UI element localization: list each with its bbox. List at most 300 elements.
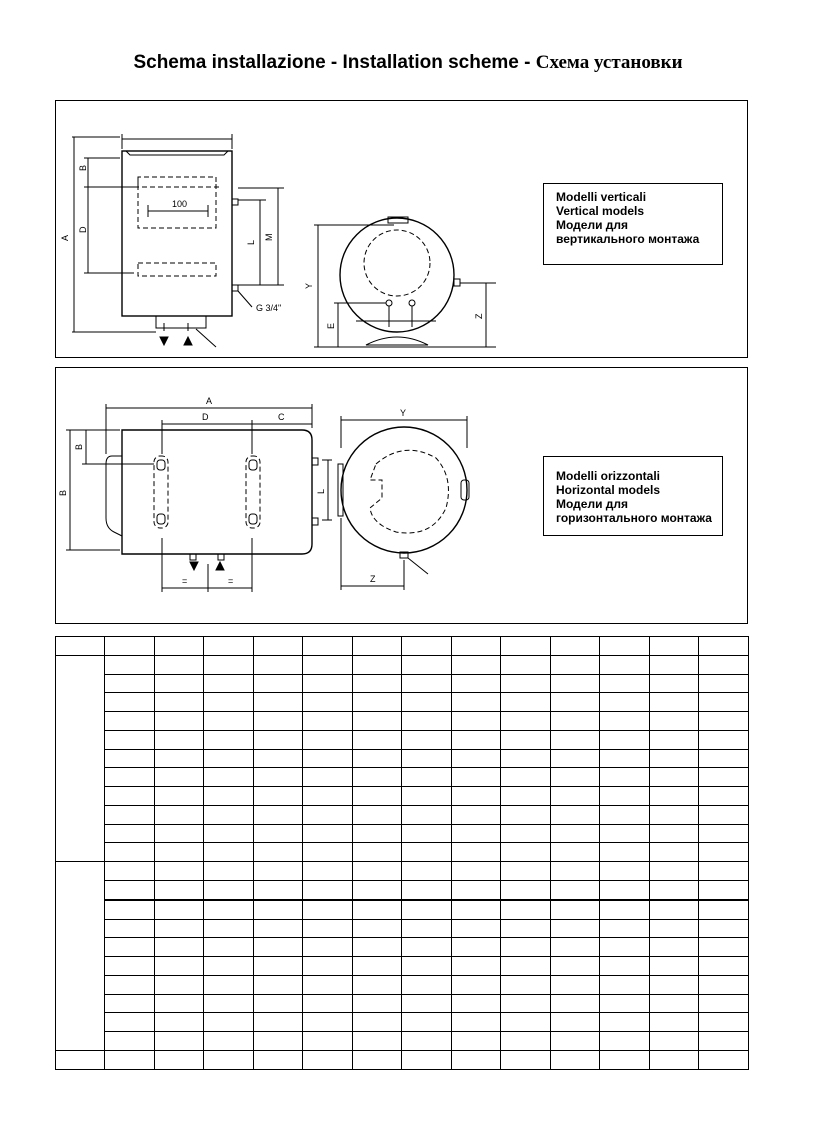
table-cell [600, 787, 650, 806]
table-cell [649, 655, 699, 674]
table-cell [303, 994, 353, 1013]
table-cell [253, 693, 303, 712]
table-cell [352, 880, 402, 899]
table-group-cell [56, 655, 105, 861]
table-row [56, 900, 749, 919]
table-cell [600, 1050, 650, 1069]
table-cell [204, 975, 254, 994]
table-cell [501, 730, 551, 749]
table-cell [154, 994, 204, 1013]
title-cyrillic: Схема установки [535, 52, 683, 73]
table-cell [204, 730, 254, 749]
table-cell [699, 787, 749, 806]
table-cell [501, 655, 551, 674]
table-cell [303, 637, 353, 656]
table-cell [451, 1032, 501, 1051]
table-cell [699, 749, 749, 768]
table-cell [105, 994, 155, 1013]
table-cell [451, 880, 501, 899]
table-row [56, 768, 749, 787]
table-cell [501, 824, 551, 843]
table-row [56, 730, 749, 749]
table-cell [303, 730, 353, 749]
legend-line: горизонтального монтажа [556, 511, 712, 525]
table-cell [600, 674, 650, 693]
table-cell [451, 994, 501, 1013]
table-cell [402, 1013, 452, 1032]
table-cell [600, 880, 650, 899]
table-cell [451, 805, 501, 824]
inlet-arrow-up [184, 337, 192, 345]
table-cell [105, 862, 155, 881]
table-cell [550, 975, 600, 994]
table-cell [550, 693, 600, 712]
table-cell [303, 749, 353, 768]
table-cell [105, 900, 155, 919]
table-cell [402, 712, 452, 731]
table-cell [501, 862, 551, 881]
table-cell [105, 975, 155, 994]
table-cell [550, 862, 600, 881]
table-cell [402, 655, 452, 674]
table-row [56, 655, 749, 674]
table-cell [600, 768, 650, 787]
vertical-models-panel [55, 100, 748, 358]
legend-line: вертикального монтажа [556, 232, 700, 246]
table-cell [253, 674, 303, 693]
table-cell [600, 824, 650, 843]
table-cell [402, 824, 452, 843]
table-cell [402, 637, 452, 656]
table-cell [451, 712, 501, 731]
table-row [56, 1050, 749, 1069]
table-cell [154, 749, 204, 768]
table-cell [352, 843, 402, 862]
table-cell [204, 787, 254, 806]
h-dim-z-label: Z [370, 574, 376, 584]
table-cell [154, 655, 204, 674]
table-cell [600, 975, 650, 994]
table-cell [501, 768, 551, 787]
horizontal-tank-body [122, 430, 312, 554]
table-cell [352, 787, 402, 806]
table-cell [451, 957, 501, 976]
lower-bracket-dashed [138, 263, 216, 276]
vertical-models-legend [543, 183, 723, 265]
table-cell [649, 712, 699, 731]
table-cell [303, 919, 353, 938]
table-cell [550, 768, 600, 787]
table-row [56, 862, 749, 881]
table-cell [550, 843, 600, 862]
table-cell [600, 805, 650, 824]
table-row [56, 693, 749, 712]
table-cell [352, 919, 402, 938]
table-cell [303, 824, 353, 843]
table-row [56, 957, 749, 976]
table-cell [204, 693, 254, 712]
title-latin: Schema installazione - Installation scheme - [133, 52, 536, 73]
table-cell [154, 957, 204, 976]
table-cell [402, 730, 452, 749]
table-cell [352, 805, 402, 824]
table-cell [105, 957, 155, 976]
table-cell [154, 1032, 204, 1051]
table-row [56, 919, 749, 938]
table-row [56, 712, 749, 731]
table-cell [649, 862, 699, 881]
table-cell [451, 749, 501, 768]
table-cell [550, 805, 600, 824]
table-cell [105, 730, 155, 749]
table-cell [402, 749, 452, 768]
table-cell [699, 919, 749, 938]
horizontal-models-panel [55, 367, 748, 624]
table-cell [501, 712, 551, 731]
table-cell [402, 1050, 452, 1069]
table-cell [600, 712, 650, 731]
table-cell [699, 862, 749, 881]
table-cell [699, 938, 749, 957]
table-cell [154, 938, 204, 957]
table-cell [56, 637, 105, 656]
table-cell [204, 1013, 254, 1032]
table-cell [451, 693, 501, 712]
table-cell [451, 975, 501, 994]
table-cell [154, 824, 204, 843]
table-cell [402, 1032, 452, 1051]
table-cell [105, 880, 155, 899]
specification-table [55, 636, 749, 1070]
table-cell [352, 1032, 402, 1051]
legend-line: Модели для [556, 497, 629, 511]
table-cell [501, 1050, 551, 1069]
table-cell [699, 843, 749, 862]
table-cell [699, 768, 749, 787]
table-cell [303, 674, 353, 693]
dim-y-label: Y [304, 282, 314, 289]
table-cell [501, 975, 551, 994]
table-cell [649, 900, 699, 919]
table-cell [649, 637, 699, 656]
table-cell [352, 957, 402, 976]
table-row [56, 975, 749, 994]
table-row [56, 938, 749, 957]
table-cell [600, 919, 650, 938]
h-dim-l-label: L [316, 488, 326, 494]
table-cell [154, 975, 204, 994]
table-cell [501, 938, 551, 957]
vertical-side-view-circle [340, 218, 454, 332]
table-cell [550, 994, 600, 1013]
table-cell [105, 637, 155, 656]
table-cell [699, 880, 749, 899]
table-cell [402, 805, 452, 824]
table-cell [154, 674, 204, 693]
table-cell [600, 843, 650, 862]
table-cell [649, 674, 699, 693]
table-cell [253, 1013, 303, 1032]
table-cell [501, 880, 551, 899]
table-cell [352, 1013, 402, 1032]
table-cell [352, 1050, 402, 1069]
table-cell [699, 805, 749, 824]
legend-line: Horizontal models [556, 483, 661, 497]
table-cell [105, 749, 155, 768]
table-cell [253, 749, 303, 768]
table-cell [204, 805, 254, 824]
table-cell [204, 862, 254, 881]
table-cell [352, 693, 402, 712]
table-cell [253, 994, 303, 1013]
table-cell [451, 1050, 501, 1069]
table-cell [402, 957, 452, 976]
table-cell [649, 787, 699, 806]
table-cell [451, 900, 501, 919]
table-cell [204, 824, 254, 843]
table-cell [550, 919, 600, 938]
table-row [56, 994, 749, 1013]
table-cell [303, 900, 353, 919]
table-cell [501, 900, 551, 919]
dim-d-label: D [78, 226, 88, 233]
table-cell [649, 938, 699, 957]
thread-label: G 3/4" [256, 303, 282, 313]
table-cell [699, 994, 749, 1013]
dim-z-label: Z [474, 313, 484, 319]
table-cell [352, 655, 402, 674]
table-group-cell [56, 862, 105, 1051]
table-cell [600, 900, 650, 919]
dim-m-label: M [264, 233, 274, 241]
table-cell [352, 674, 402, 693]
dim-l-label: L [246, 239, 256, 245]
table-cell [204, 994, 254, 1013]
legend-line: Vertical models [556, 204, 645, 218]
table-cell [303, 938, 353, 957]
table-cell [501, 805, 551, 824]
table-cell [451, 862, 501, 881]
table-cell [352, 975, 402, 994]
table-cell [699, 1050, 749, 1069]
table-cell [253, 862, 303, 881]
table-cell [204, 919, 254, 938]
table-cell [303, 862, 353, 881]
table-cell [402, 768, 452, 787]
h-eq2-label: = [228, 576, 234, 586]
table-cell [451, 674, 501, 693]
table-cell [253, 843, 303, 862]
table-cell [204, 637, 254, 656]
table-cell [550, 787, 600, 806]
table-cell [303, 712, 353, 731]
table-cell [402, 843, 452, 862]
table-cell [303, 843, 353, 862]
table-cell [501, 787, 551, 806]
dim-b-label: B [78, 164, 88, 171]
table-cell [352, 768, 402, 787]
table-cell [600, 1013, 650, 1032]
table-cell [352, 712, 402, 731]
table-cell [649, 843, 699, 862]
table-cell [105, 1050, 155, 1069]
table-group-cell [56, 1050, 105, 1069]
table-cell [352, 824, 402, 843]
table-cell [253, 787, 303, 806]
legend-line: Модели для [556, 218, 629, 232]
dim-a-label: A [60, 234, 70, 241]
table-cell [699, 1032, 749, 1051]
table-cell [105, 919, 155, 938]
table-row [56, 674, 749, 693]
table-cell [649, 1013, 699, 1032]
table-cell [253, 712, 303, 731]
table-cell [600, 749, 650, 768]
h-dim-y-label: Y [400, 408, 407, 418]
table-row [56, 843, 749, 862]
h-dim-b-label: B [74, 443, 84, 450]
table-cell [105, 674, 155, 693]
table-cell [253, 919, 303, 938]
table-cell [204, 674, 254, 693]
table-cell [402, 938, 452, 957]
table-cell [501, 843, 551, 862]
table-cell [253, 655, 303, 674]
table-cell [402, 900, 452, 919]
table-cell [402, 787, 452, 806]
table-cell [105, 693, 155, 712]
dim-100-label: 100 [172, 199, 188, 209]
table-cell [204, 749, 254, 768]
table-cell [154, 693, 204, 712]
table-cell [550, 749, 600, 768]
table-cell [402, 862, 452, 881]
table-row [56, 880, 749, 899]
table-cell [402, 693, 452, 712]
table-cell [204, 900, 254, 919]
table-cell [204, 1050, 254, 1069]
page-title [0, 52, 816, 74]
table-cell [699, 712, 749, 731]
table-cell [352, 994, 402, 1013]
table-row [56, 805, 749, 824]
table-cell [154, 637, 204, 656]
table-cell [352, 938, 402, 957]
table-cell [253, 824, 303, 843]
table-cell [600, 730, 650, 749]
h-dim-a-label: A [206, 396, 213, 406]
table-cell [253, 900, 303, 919]
table-cell [550, 957, 600, 976]
table-cell [253, 637, 303, 656]
table-cell [451, 637, 501, 656]
table-cell [699, 975, 749, 994]
table-cell [402, 880, 452, 899]
table-header-row [56, 637, 749, 656]
table-cell [550, 1032, 600, 1051]
table-cell [649, 693, 699, 712]
table-cell [550, 824, 600, 843]
table-cell [303, 805, 353, 824]
table-cell [451, 843, 501, 862]
table-cell [451, 730, 501, 749]
table-cell [699, 1013, 749, 1032]
table-cell [303, 975, 353, 994]
table-cell [550, 655, 600, 674]
table-cell [501, 674, 551, 693]
table-cell [154, 805, 204, 824]
legend-line: Modelli orizzontali [556, 469, 660, 483]
table-cell [699, 693, 749, 712]
table-cell [699, 637, 749, 656]
table-cell [204, 957, 254, 976]
table-cell [154, 862, 204, 881]
table-cell [501, 693, 551, 712]
table-row [56, 787, 749, 806]
table-cell [253, 938, 303, 957]
table-cell [451, 1013, 501, 1032]
table-cell [501, 994, 551, 1013]
table-cell [253, 730, 303, 749]
table-cell [649, 957, 699, 976]
table-cell [550, 712, 600, 731]
table-cell [352, 862, 402, 881]
table-cell [402, 674, 452, 693]
table-cell [699, 957, 749, 976]
table-cell [451, 938, 501, 957]
table-cell [105, 787, 155, 806]
outlet-arrow-down [160, 337, 168, 345]
horizontal-models-legend [543, 456, 723, 536]
table-cell [105, 712, 155, 731]
table-cell [451, 824, 501, 843]
table-cell [402, 975, 452, 994]
table-cell [550, 938, 600, 957]
table-row [56, 749, 749, 768]
table-cell [303, 693, 353, 712]
table-row [56, 824, 749, 843]
table-cell [253, 768, 303, 787]
table-cell [303, 1050, 353, 1069]
table-cell [649, 994, 699, 1013]
table-cell [501, 637, 551, 656]
table-cell [699, 674, 749, 693]
table-cell [154, 787, 204, 806]
table-cell [303, 1013, 353, 1032]
legend-line: Modelli verticali [556, 190, 647, 204]
table-cell [600, 655, 650, 674]
table-cell [699, 730, 749, 749]
table-cell [501, 1032, 551, 1051]
table-cell [550, 1050, 600, 1069]
table-cell [550, 674, 600, 693]
h-eq1-label: = [182, 576, 188, 586]
table-cell [550, 637, 600, 656]
table-cell [303, 1032, 353, 1051]
table-cell [600, 693, 650, 712]
table-cell [253, 805, 303, 824]
table-cell [154, 768, 204, 787]
table-cell [649, 919, 699, 938]
table-cell [649, 975, 699, 994]
table-cell [501, 1013, 551, 1032]
table-cell [253, 880, 303, 899]
table-cell [105, 1013, 155, 1032]
table-cell [105, 843, 155, 862]
table-cell [253, 1032, 303, 1051]
table-cell [699, 655, 749, 674]
table-cell [352, 900, 402, 919]
